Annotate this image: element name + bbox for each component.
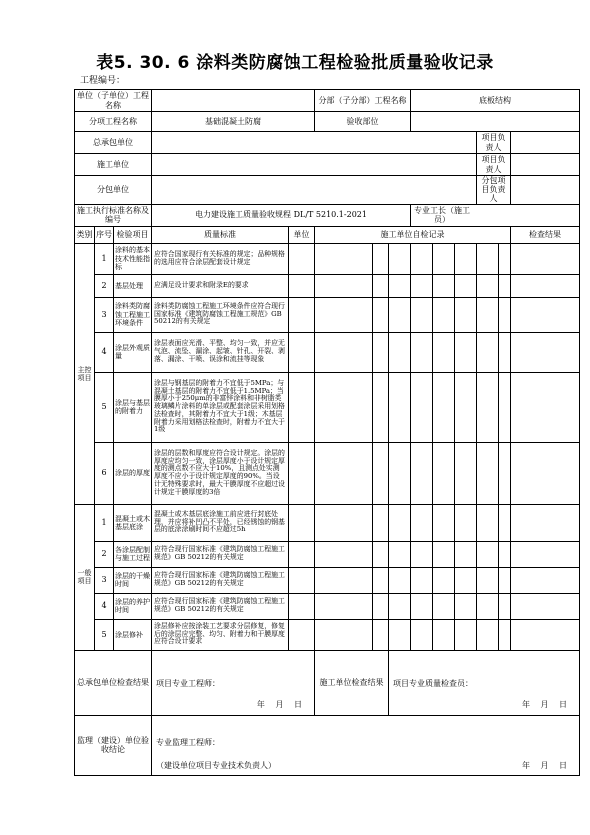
col-result: 检查结果	[511, 226, 580, 243]
sub-manager-label: 分包项目负责人	[477, 176, 511, 205]
foreman-label: 专业工长（施工员）	[414, 205, 471, 225]
check-cell[interactable]	[315, 541, 373, 567]
check-cell[interactable]	[433, 593, 455, 619]
check-cell[interactable]	[315, 567, 373, 593]
standard-label: 施工执行标准名称及编号	[75, 204, 152, 226]
unit-cell[interactable]	[289, 504, 315, 541]
gc-date: 年 月 日	[256, 699, 303, 709]
check-cell[interactable]	[433, 332, 455, 372]
item-standard: 涂层与钢基层的附着力不宜低于5MPa；与混凝土基层的附着力不宜低于1.5MPa；当膜厚小于250μm的非富锌涂料和非树脂类玻璃鳞片涂料的单涂层或配套涂层采用划格法检查时，其附着力不宜大于1级；木基层附着力采用划格法检查时，附着力不宜大于1级	[152, 372, 289, 442]
subitem-label: 分项工程名称	[75, 112, 152, 132]
check-cell[interactable]	[411, 541, 433, 567]
check-cell[interactable]	[433, 541, 455, 567]
cu-inspector-label: 项目专业质量检查员：	[393, 678, 474, 688]
check-cell[interactable]	[455, 442, 477, 504]
check-cell[interactable]	[389, 567, 411, 593]
result-cell[interactable]	[511, 593, 580, 619]
unit-cell[interactable]	[289, 541, 315, 567]
check-cell[interactable]	[373, 332, 389, 372]
cu-date: 年 月 日	[521, 699, 568, 709]
check-cell[interactable]	[455, 619, 477, 650]
foreman-value[interactable]	[472, 206, 578, 224]
table-row	[75, 567, 580, 593]
check-cell[interactable]	[373, 541, 389, 567]
check-cell[interactable]	[433, 619, 455, 650]
result-cell[interactable]	[511, 504, 580, 541]
foreman-cell[interactable]	[411, 204, 580, 226]
check-cell[interactable]	[477, 442, 499, 504]
check-cell[interactable]	[499, 332, 511, 372]
item-name: 涂层的干燥时间	[114, 567, 152, 593]
item-name: 涂层的养护时间	[114, 593, 152, 619]
check-cell[interactable]	[315, 332, 373, 372]
unit-cell[interactable]	[289, 442, 315, 504]
unit-cell[interactable]	[289, 619, 315, 650]
check-cell[interactable]	[477, 593, 499, 619]
supervision-date: 年 月 日	[521, 760, 568, 770]
cu-manager-label: 项目负责人	[477, 154, 511, 176]
result-cell[interactable]	[511, 619, 580, 650]
unit-project-value[interactable]	[152, 90, 315, 112]
check-cell[interactable]	[477, 297, 499, 332]
check-cell[interactable]	[455, 274, 477, 297]
check-cell[interactable]	[433, 372, 455, 442]
table-row	[75, 332, 580, 372]
check-cell[interactable]	[499, 504, 511, 541]
page-title: 表5. 30. 6 涂料类防腐蚀工程检验批质量验收记录	[96, 53, 494, 73]
check-cell[interactable]	[389, 243, 411, 274]
item-standard: 涂层修补应按涂装工艺要求分层修复，修复后的涂层应完整、均匀、附着力和干膜厚度应符合设计要求	[152, 619, 289, 650]
check-cell[interactable]	[373, 593, 389, 619]
item-standard: 涂层的层数和厚度应符合设计规定。涂层的厚度应均匀一致，涂层厚度小于设计规定厚度的测点数不应大于10%，且测点处实测厚度不应小于设计规定厚度的90%。当设计无特殊要求时，最大干膜厚度不应超过设计规定干膜厚度的3倍	[152, 442, 289, 504]
item-no: 4	[95, 593, 114, 619]
sub-manager-value[interactable]	[511, 176, 580, 205]
item-no: 1	[95, 504, 114, 541]
check-cell[interactable]	[389, 274, 411, 297]
result-cell[interactable]	[511, 541, 580, 567]
check-cell[interactable]	[477, 567, 499, 593]
check-cell[interactable]	[373, 504, 389, 541]
supervision-note: （建设单位项目专业技术负责人）	[156, 760, 277, 770]
standard-value[interactable]: 电力建设施工质量验收规程 DL/T 5210.1-2021	[152, 204, 411, 226]
col-standard: 质量标准	[152, 226, 289, 243]
check-cell[interactable]	[477, 243, 499, 274]
item-standard: 应符合现行国家标准《建筑防腐蚀工程施工规范》GB 50212的有关规定	[152, 593, 289, 619]
unit-cell[interactable]	[289, 567, 315, 593]
division-value[interactable]: 底板结构	[411, 90, 580, 112]
result-cell[interactable]	[511, 567, 580, 593]
item-standard: 涂层表面应光滑、平整、均匀一致，并应无气泡、流坠、漏涂、起皱、针孔、开裂、剥落、漏涂、干喷、误涂和流挂等现象	[152, 332, 289, 372]
item-no: 1	[95, 243, 114, 274]
accept-part-label: 验收部位	[315, 112, 411, 132]
check-cell[interactable]	[499, 243, 511, 274]
item-name: 基层处理	[114, 274, 152, 297]
item-no: 5	[95, 372, 114, 442]
item-no: 2	[95, 541, 114, 567]
main-category-label: 主控项目	[75, 243, 95, 504]
check-cell[interactable]	[477, 504, 499, 541]
construction-unit-label: 施工单位	[75, 154, 152, 176]
table-row	[75, 243, 580, 274]
item-standard: 应符合国家现行有关标准的规定；品种规格的选用应符合涂层配套设计规定	[152, 243, 289, 274]
check-cell[interactable]	[433, 567, 455, 593]
unit-cell[interactable]	[289, 593, 315, 619]
unit-cell[interactable]	[289, 372, 315, 442]
col-item: 检验项目	[114, 226, 152, 243]
subcontractor-value[interactable]	[152, 176, 477, 205]
cu-signature-cell[interactable]	[389, 650, 580, 715]
general-contractor-value[interactable]	[152, 132, 477, 154]
result-cell[interactable]	[511, 372, 580, 442]
table-row	[75, 504, 580, 541]
check-cell[interactable]	[477, 372, 499, 442]
table-row	[75, 297, 580, 332]
check-cell[interactable]	[499, 593, 511, 619]
gc-manager-label: 项目负责人	[477, 132, 511, 154]
item-no: 3	[95, 567, 114, 593]
item-no: 5	[95, 619, 114, 650]
item-standard: 应符合现行国家标准《建筑防腐蚀工程施工规范》GB 50212的有关规定	[152, 541, 289, 567]
supervision-label: 监理（建设）单位验收结论	[75, 715, 152, 775]
unit-cell[interactable]	[289, 243, 315, 274]
check-cell[interactable]	[389, 504, 411, 541]
col-seq: 序号	[95, 226, 114, 243]
col-unit: 单位	[289, 226, 315, 243]
table-row	[75, 442, 580, 504]
unit-project-label: 单位（子单位）工程名称	[75, 90, 152, 112]
accept-part-value[interactable]	[411, 112, 580, 132]
check-cell[interactable]	[315, 372, 373, 442]
check-cell[interactable]	[499, 619, 511, 650]
item-no: 2	[95, 274, 114, 297]
cu-manager-value[interactable]	[511, 154, 580, 176]
item-name: 混凝土或木基层底涂	[114, 504, 152, 541]
check-cell[interactable]	[315, 297, 373, 332]
check-cell[interactable]	[455, 297, 477, 332]
check-cell[interactable]	[389, 297, 411, 332]
gc-signature-cell[interactable]	[152, 650, 315, 715]
check-cell[interactable]	[455, 593, 477, 619]
check-cell[interactable]	[315, 274, 373, 297]
table-row	[75, 541, 580, 567]
check-cell[interactable]	[433, 297, 455, 332]
check-cell[interactable]	[477, 274, 499, 297]
check-cell[interactable]	[389, 593, 411, 619]
check-cell[interactable]	[433, 243, 455, 274]
check-cell[interactable]	[411, 243, 433, 274]
check-cell[interactable]	[411, 372, 433, 442]
result-cell[interactable]	[511, 442, 580, 504]
table-row	[75, 619, 580, 650]
check-cell[interactable]	[499, 274, 511, 297]
check-cell[interactable]	[433, 504, 455, 541]
subcontractor-label: 分包单位	[75, 176, 152, 205]
check-cell[interactable]	[315, 442, 373, 504]
item-name: 涂料类防腐蚀工程施工环境条件	[114, 297, 152, 332]
check-cell[interactable]	[477, 541, 499, 567]
check-cell[interactable]	[455, 372, 477, 442]
check-cell[interactable]	[411, 593, 433, 619]
gc-result-label: 总承包单位检查结果	[75, 650, 152, 715]
division-label: 分部（子分部）工程名称	[315, 90, 411, 112]
table-row	[75, 593, 580, 619]
check-cell[interactable]	[373, 297, 389, 332]
check-cell[interactable]	[373, 243, 389, 274]
check-cell[interactable]	[455, 567, 477, 593]
check-cell[interactable]	[389, 332, 411, 372]
supervision-signature-cell[interactable]	[152, 715, 580, 775]
check-cell[interactable]	[499, 541, 511, 567]
supervision-engineer-label: 专业监理工程师：	[156, 737, 221, 747]
item-name: 涂层的厚度	[114, 442, 152, 504]
col-category: 类别	[75, 226, 95, 243]
check-cell[interactable]	[433, 274, 455, 297]
unit-cell[interactable]	[289, 332, 315, 372]
check-cell[interactable]	[455, 243, 477, 274]
item-name: 各涂层配制与施工过程	[114, 541, 152, 567]
col-self-check: 施工单位自检记录	[315, 226, 511, 243]
item-standard: 涂料类防腐蚀工程施工环境条件应符合现行国家标准《建筑防腐蚀工程施工规范》GB 50212的有关规定	[152, 297, 289, 332]
result-cell[interactable]	[511, 297, 580, 332]
check-cell[interactable]	[315, 593, 373, 619]
check-cell[interactable]	[411, 332, 433, 372]
project-number-label: 工程编号：	[80, 76, 126, 86]
check-cell[interactable]	[411, 442, 433, 504]
check-cell[interactable]	[455, 332, 477, 372]
item-name: 涂层外观质量	[114, 332, 152, 372]
check-cell[interactable]	[373, 567, 389, 593]
unit-cell[interactable]	[289, 274, 315, 297]
check-cell[interactable]	[315, 619, 373, 650]
gc-manager-value[interactable]	[511, 132, 580, 154]
check-cell[interactable]	[499, 567, 511, 593]
item-no: 6	[95, 442, 114, 504]
item-name: 涂料的基本技术性能指标	[114, 243, 152, 274]
check-cell[interactable]	[499, 442, 511, 504]
check-cell[interactable]	[455, 504, 477, 541]
item-no: 3	[95, 297, 114, 332]
check-cell[interactable]	[477, 619, 499, 650]
check-cell[interactable]	[433, 442, 455, 504]
check-cell[interactable]	[389, 442, 411, 504]
gc-engineer-label: 项目专业工程师：	[156, 678, 221, 688]
check-cell[interactable]	[477, 332, 499, 372]
check-cell[interactable]	[373, 619, 389, 650]
subitem-value[interactable]: 基础混凝土防腐	[152, 112, 315, 132]
item-no: 4	[95, 332, 114, 372]
item-standard: 混凝土或木基层底涂施工前应进行封底处理，并应将补凹凸不平处，已经锈蚀的钢基层的底涂涂刷时间不应超过5h	[152, 504, 289, 541]
check-cell[interactable]	[315, 243, 373, 274]
item-name: 涂层修补	[114, 619, 152, 650]
check-cell[interactable]	[411, 297, 433, 332]
result-cell[interactable]	[511, 332, 580, 372]
unit-cell[interactable]	[289, 297, 315, 332]
check-cell[interactable]	[411, 619, 433, 650]
check-cell[interactable]	[411, 274, 433, 297]
check-cell[interactable]	[373, 442, 389, 504]
check-cell[interactable]	[499, 297, 511, 332]
check-cell[interactable]	[389, 541, 411, 567]
item-standard: 应满足设计要求和附录E的要求	[152, 274, 289, 297]
check-cell[interactable]	[411, 504, 433, 541]
item-name: 涂层与基层的附着力	[114, 372, 152, 442]
table-row	[75, 274, 580, 297]
acceptance-record-table	[74, 89, 580, 776]
item-standard: 应符合现行国家标准《建筑防腐蚀工程施工规范》GB 50212的有关规定	[152, 567, 289, 593]
check-cell[interactable]	[411, 567, 433, 593]
check-cell[interactable]	[389, 372, 411, 442]
check-cell[interactable]	[373, 372, 389, 442]
general-category-label: 一般项目	[75, 504, 95, 650]
check-cell[interactable]	[373, 274, 389, 297]
result-cell[interactable]	[511, 243, 580, 274]
result-cell[interactable]	[511, 274, 580, 297]
check-cell[interactable]	[389, 619, 411, 650]
table-row	[75, 372, 580, 442]
general-contractor-label: 总承包单位	[75, 132, 152, 154]
check-cell[interactable]	[455, 541, 477, 567]
construction-unit-value[interactable]	[152, 154, 477, 176]
check-cell[interactable]	[315, 504, 373, 541]
check-cell[interactable]	[499, 372, 511, 442]
cu-result-label: 施工单位检查结果	[315, 650, 389, 715]
